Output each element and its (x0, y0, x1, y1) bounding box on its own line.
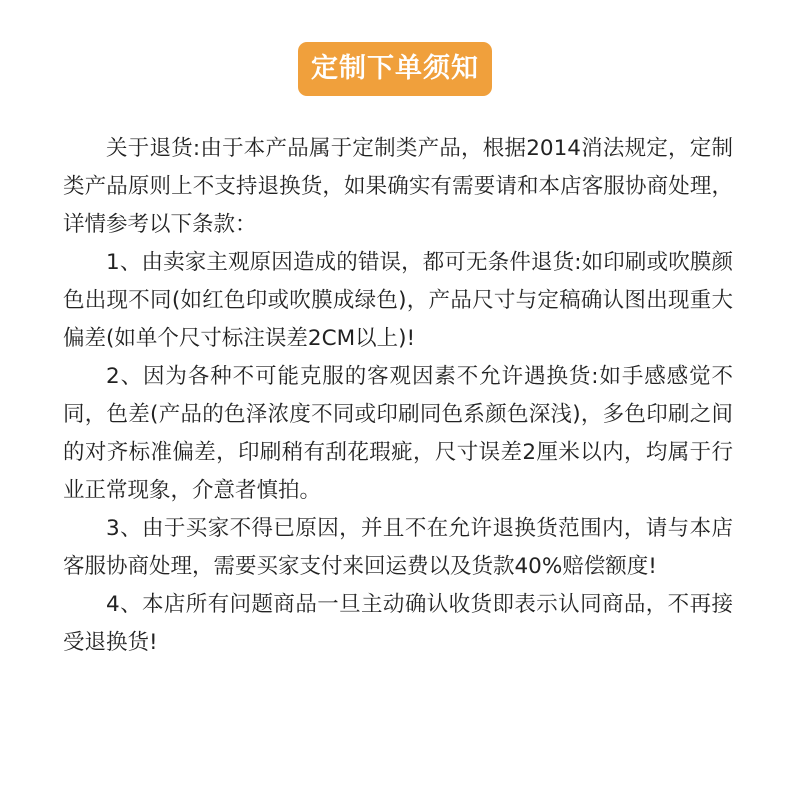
clause-2-paragraph: 2、因为各种不可能克服的客观因素不允许遇换货:如手感感觉不同，色差(产品的色泽浓度不同或印刷同色系颜色深浅)，多色印刷之间的对齐标准偏差，印刷稍有刮花瑕疵，尺寸误差2厘米以内，均属于行业正常现象，介意者慎拍。 (63, 364, 733, 503)
clause-1-paragraph: 1、由卖家主观原因造成的错误，都可无条件退货:如印刷或吹膜颜色出现不同(如红色印或吹膜成绿色)，产品尺寸与定稿确认图出现重大偏差(如单个尺寸标注误差2CM以上)! (63, 250, 733, 351)
intro-paragraph: 关于退货:由于本产品属于定制类产品，根据2014消法规定，定制类产品原则上不支持退换货，如果确实有需要请和本店客服协商处理，详情参考以下条款： (63, 136, 733, 237)
title-container (0, 42, 790, 96)
clause-4-paragraph: 4、本店所有问题商品一旦主动确认收货即表示认同商品，不再接受退换货! (63, 592, 733, 655)
notice-body (63, 130, 733, 662)
page-title: 定制下单须知 (298, 42, 492, 96)
clause-3-paragraph: 3、由于买家不得已原因，并且不在允许退换货范围内，请与本店客服协商处理，需要买家支付来回运费以及货款40%赔偿额度! (63, 516, 733, 579)
